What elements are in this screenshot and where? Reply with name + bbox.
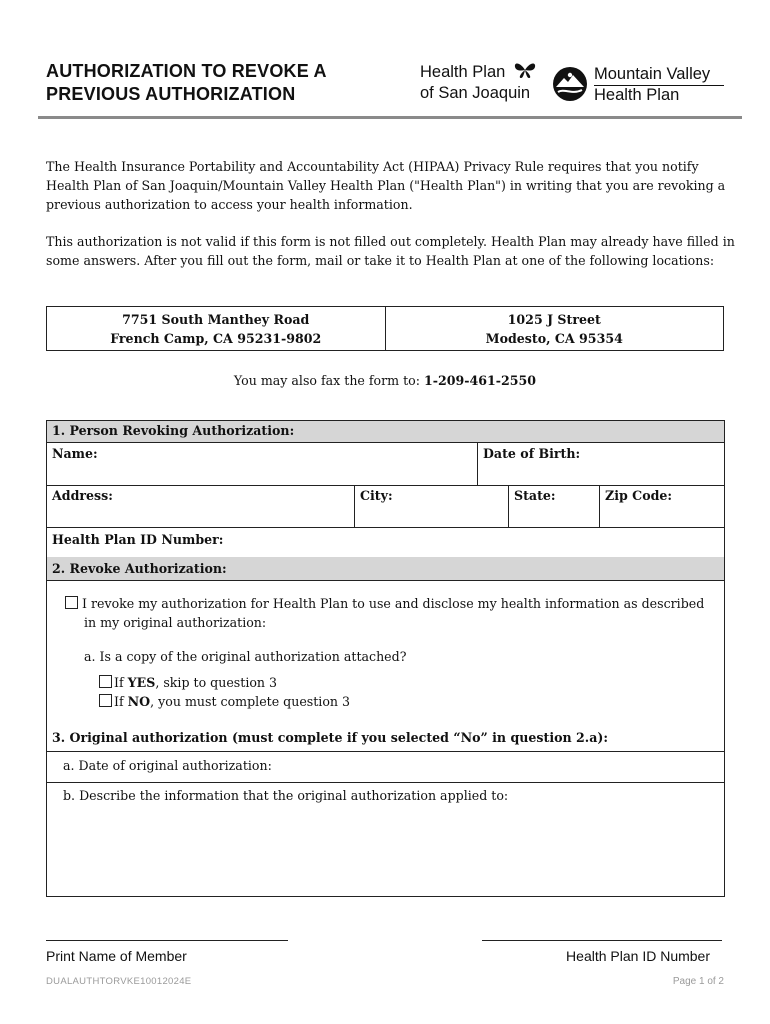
health-plan-id-label: Health Plan ID Number: (52, 532, 224, 547)
section-3-heading: 3. Original authorization (must complete if you selected “No” in question 2.a): (47, 724, 724, 752)
fax-instruction (0, 373, 770, 388)
city-label: City: (360, 488, 393, 503)
health-plan-id-row (47, 527, 724, 558)
revoke-checkbox[interactable] (65, 596, 78, 609)
document-title (46, 60, 327, 106)
fax-label: You may also fax the form to: (233, 373, 424, 388)
logo-hpsj-line-2: of San Joaquin (420, 84, 531, 102)
location-address-line: 7751 South Manthey Road (122, 312, 310, 327)
name-label: Name: (52, 446, 98, 461)
original-date-field[interactable] (47, 752, 724, 782)
health-plan-id-signature-line[interactable] (482, 940, 722, 941)
location-address-line: 1025 J Street (507, 312, 601, 327)
location-city-line: French Camp, CA 95231-9802 (110, 330, 322, 346)
health-plan-id-number-label: Health Plan ID Number (566, 948, 710, 964)
no-option: If NO, you must complete question 3 (99, 693, 350, 712)
state-label: State: (514, 488, 556, 503)
address-label: Address: (52, 488, 113, 503)
yes-checkbox[interactable] (99, 675, 112, 688)
title-line-2: PREVIOUS AUTHORIZATION (46, 84, 296, 104)
location-modesto (385, 307, 724, 350)
address-row (47, 485, 724, 528)
health-plan-id-field[interactable] (47, 527, 724, 557)
location-french-camp (47, 307, 385, 350)
mountain-valley-emblem-icon (552, 66, 588, 102)
logo-mvhp-line-1: Mountain Valley (594, 65, 711, 83)
logo-underline (594, 85, 724, 86)
date-of-birth-label: Date of Birth: (483, 446, 581, 461)
zip-code-field[interactable] (599, 485, 724, 527)
city-field[interactable] (354, 485, 508, 527)
name-dob-row (47, 443, 724, 486)
section-2-body (47, 581, 724, 725)
revoke-statement (65, 594, 704, 632)
revocation-form (46, 420, 725, 897)
no-word: NO (127, 693, 151, 709)
mountain-valley-health-plan-logo (552, 64, 730, 108)
state-field[interactable] (508, 485, 599, 527)
revoke-text-line-2: in my original authorization: (84, 615, 267, 630)
section-2-heading: 2. Revoke Authorization: (47, 557, 724, 581)
address-field[interactable] (47, 485, 354, 527)
form-code: DUALAUTHTORVKE10012024E (46, 976, 192, 987)
describe-label: b. Describe the information that the original authorization applied to: (63, 788, 509, 803)
describe-row (47, 782, 724, 896)
name-field[interactable] (47, 443, 477, 485)
butterfly-icon (512, 60, 538, 80)
locations-table (46, 306, 724, 351)
intro-paragraph-hipaa: The Health Insurance Portability and Accountability Act (HIPAA) Privacy Rule requires that you notify Health Plan of San Joaquin/Mountain Valley Health Plan ("Health Plan") in writing that you are revoking a previous authorization to access your health information. (46, 159, 726, 212)
revoke-text-line-1: I revoke my authorization for Health Plan to use and disclose my health information as described (82, 596, 705, 611)
page-number: Page 1 of 2 (672, 976, 724, 987)
location-city-line: Modesto, CA 95354 (485, 330, 623, 346)
original-date-label: a. Date of original authorization: (63, 758, 272, 773)
yes-option: If YES, skip to question 3 (99, 674, 350, 693)
date-of-birth-field[interactable] (477, 443, 724, 485)
title-line-1: AUTHORIZATION TO REVOKE A (46, 61, 327, 81)
copy-attached-question: a. Is a copy of the original authorization attached? (84, 649, 407, 664)
no-checkbox[interactable] (99, 694, 112, 707)
intro-paragraph-validity: This authorization is not valid if this form is not filled out completely. Health Plan may already have filled in some answers. After you fill out the form, mail or take it to Health Plan at one of the following locations: (46, 234, 735, 268)
print-name-label: Print Name of Member (46, 948, 187, 964)
zip-code-label: Zip Code: (605, 488, 673, 503)
logo-mvhp-line-2: Health Plan (594, 86, 680, 104)
yes-word: YES (127, 675, 156, 690)
logo-hpsj-line-1: Health Plan (420, 63, 506, 81)
describe-field[interactable] (47, 782, 724, 896)
section-1-heading: 1. Person Revoking Authorization: (47, 421, 724, 443)
fax-number: 1-209-461-2550 (424, 373, 537, 388)
copy-attached-options (99, 674, 350, 711)
original-date-row (47, 752, 724, 783)
header-divider (38, 116, 742, 119)
health-plan-of-san-joaquin-logo (420, 62, 530, 104)
print-name-signature-line[interactable] (46, 940, 288, 941)
